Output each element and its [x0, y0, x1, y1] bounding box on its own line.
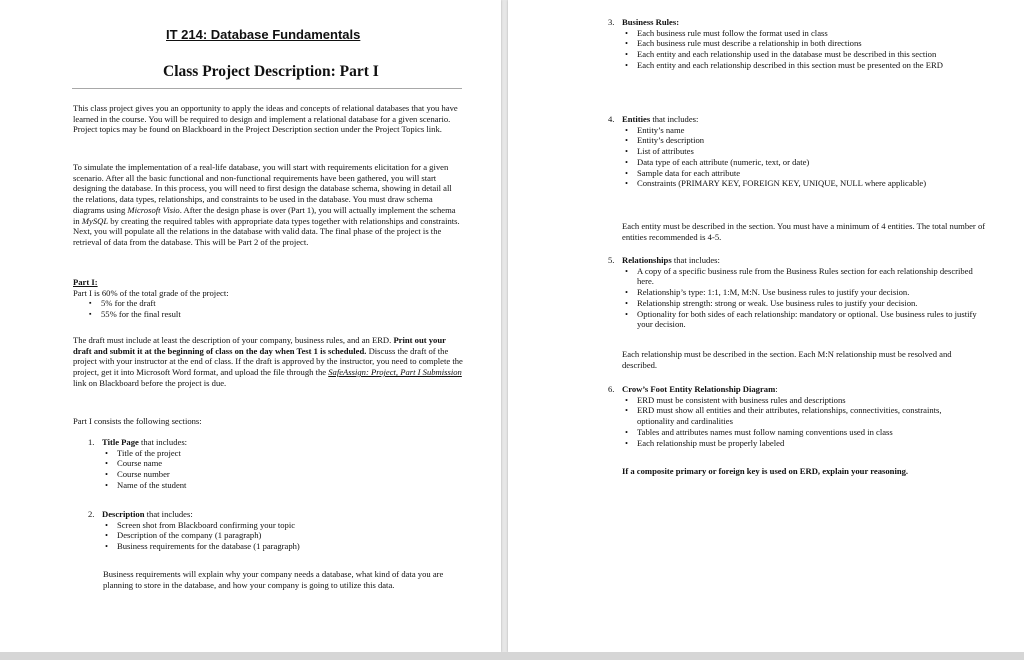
list-item: • Each relationship must be properly labeled	[625, 438, 978, 449]
list-item: ▪ 5% for the draft	[89, 298, 463, 309]
section-entities: 4. Entities that includes: • Entity’s name • Entity’s description • List of attributes • Data type of each attribute (numeric, text, or date) • Sample data for each attribute • Constraints (PRIMARY KEY, FOREIGN KEY, UNIQUE, NULL where applicable)	[608, 114, 978, 189]
grade-list	[89, 298, 463, 319]
draft-paragraph: The draft must include at least the description of your company, business rules, and an ERD. Print out your draft and submit it at the beginning of class on the day when Test 1 is scheduled. Discuss the draft of the project with your instructor at the end of class. If the draft is approved by the instructor, you need to complete the project, get it into Microsoft Word format, and upload the file through the SafeAssign: Project, Part I Submission link on Blackboard before the project is due.	[73, 335, 463, 388]
mysql-reference: MySQL	[81, 215, 109, 226]
safeassign-link[interactable]: SafeAssign: Project, Part I Submission	[328, 367, 462, 378]
part1-grade-text: Part I is 60% of the total grade of the project:	[73, 287, 229, 298]
list-item: • Relationship strength: strong or weak. Use business rules to justify your decision.	[625, 298, 978, 309]
part1-section	[73, 277, 463, 320]
list-item: • Relationship’s type: 1:1, 1:M, M:N. Use business rules to justify your decision.	[625, 287, 978, 298]
list-item: • Entity’s name	[625, 125, 978, 136]
list-item: • Name of the student	[105, 480, 448, 491]
list-item: • Sample data for each attribute	[625, 168, 978, 179]
list-item: • Each business rule must describe a relationship in both directions	[625, 38, 978, 49]
visio-reference: Microsoft Visio	[127, 204, 180, 215]
list-item: • Each business rule must follow the format used in class	[625, 28, 978, 39]
list-item: • Each entity and each relationship used in the database must be described in this section	[625, 49, 978, 60]
list-item: • A copy of a specific business rule from the Business Rules section for each relationship described here.	[625, 266, 978, 287]
sections-intro: Part I consists the following sections:	[73, 416, 202, 426]
list-item: • Description of the company (1 paragraph)	[105, 530, 448, 541]
business-rules-list	[625, 28, 978, 71]
document-page-left	[0, 0, 501, 652]
composite-key-note: If a composite primary or foreign key is used on ERD, explain your reasoning.	[622, 466, 909, 476]
horizontal-scrollbar[interactable]	[0, 652, 1024, 660]
business-requirements-paragraph: Business requirements will explain why your company needs a database, what kind of data you are planning to store in the database, and how your company is going to utilize this data.	[103, 569, 444, 590]
relationships-note: Each relationship must be described in the section. Each M:N relationship must be resolved and described.	[622, 349, 952, 370]
simulate-paragraph: To simulate the implementation of a real-life database, you will start with requirements elicitation for a given scenario. After all the basic functional and non-functional requirements have been gathered, you will start designing the database. In this process, you will need to first design the database schema, showing in detail all the relations, data types, relationships, and constraints to be used in the database. You must draw schema diagrams using Microsoft Visio. After the design phase is over (Part 1), you will actually implement the schema in MySQL by creating the required tables with appropriate data types together with relationships and constraints. Next, you will populate all the relations in the database with valid data. The final phase of the project is the retrieval of data from the database. This will be Part 2 of the project.	[73, 162, 460, 247]
section-business-rules: 3. Business Rules: • Each business rule must follow the format used in class • Each business rule must describe a relationship in both directions • Each entity and each relationship used in the database must be described in this section • Each entity and each relationship described in this section must be presented on the ERD	[608, 17, 978, 71]
list-item: • Entity’s description	[625, 135, 978, 146]
entities-list	[625, 125, 978, 189]
list-item: • ERD must show all entities and their attributes, relationships, connectivities, constraints, optionality and cardinalities	[625, 405, 978, 426]
erd-list	[625, 395, 978, 449]
list-item: • ERD must be consistent with business rules and descriptions	[625, 395, 978, 406]
list-item: • List of attributes	[625, 146, 978, 157]
title-divider	[72, 88, 462, 89]
document-title: Class Project Description: Part I	[163, 63, 379, 80]
description-list	[105, 520, 448, 552]
list-item: ▪ 55% for the final result	[89, 309, 463, 320]
title-page-list	[105, 448, 448, 491]
list-item: • Course name	[105, 458, 448, 469]
course-title: IT 214: Database Fundamentals	[166, 27, 361, 42]
section-relationships: 5. Relationships that includes: • A copy of a specific business rule from the Business Rules section for each relationship described here. • Relationship’s type: 1:1, 1:M, M:N. Use business rules to justify your decision. • Relationship strength: strong or weak. Use business rules to justify your decision. • Optionality for both sides of each relationship: mandatory or optional. Use business rules to justify your decision.	[608, 255, 978, 330]
relationships-list	[625, 266, 978, 330]
list-item: • Business requirements for the database (1 paragraph)	[105, 541, 448, 552]
part1-heading: Part I:	[73, 277, 98, 287]
document-page-right	[508, 0, 1024, 652]
list-item: • Constraints (PRIMARY KEY, FOREIGN KEY, UNIQUE, NULL where applicable)	[625, 178, 978, 189]
list-item: • Title of the project	[105, 448, 448, 459]
list-item: • Screen shot from Blackboard confirming your topic	[105, 520, 448, 531]
list-item: • Tables and attributes names must follow naming conventions used in class	[625, 427, 978, 438]
list-item: • Data type of each attribute (numeric, text, or date)	[625, 157, 978, 168]
intro-paragraph: This class project gives you an opportunity to apply the ideas and concepts of relational databases that you have learned in the course. You will be required to design and implement a relational database for a given scenario. Project topics may be found on Blackboard in the Project Description section under the Project Topics link.	[73, 103, 458, 135]
list-item: • Course number	[105, 469, 448, 480]
list-item: • Optionality for both sides of each relationship: mandatory or optional. Use business rules to justify your decision.	[625, 309, 978, 330]
section-title-page: 1. Title Page that includes: • Title of the project • Course name • Course number • Name of the student	[88, 437, 448, 491]
entities-note: Each entity must be described in the section. You must have a minimum of 4 entities. The total number of entities recommended is 4-5.	[622, 221, 986, 242]
section-erd: 6. Crow’s Foot Entity Relationship Diagram: • ERD must be consistent with business rules and descriptions • ERD must show all entities and their attributes, relationships, connectivities, constraints, optionality and cardinalities • Tables and attributes names must follow naming conventions used in class • Each relationship must be properly labeled	[608, 384, 978, 448]
list-item: • Each entity and each relationship described in this section must be presented on the ERD	[625, 60, 978, 71]
section-description: 2. Description that includes: • Screen shot from Blackboard confirming your topic • Description of the company (1 paragraph) • Business requirements for the database (1 paragraph)	[88, 509, 448, 552]
